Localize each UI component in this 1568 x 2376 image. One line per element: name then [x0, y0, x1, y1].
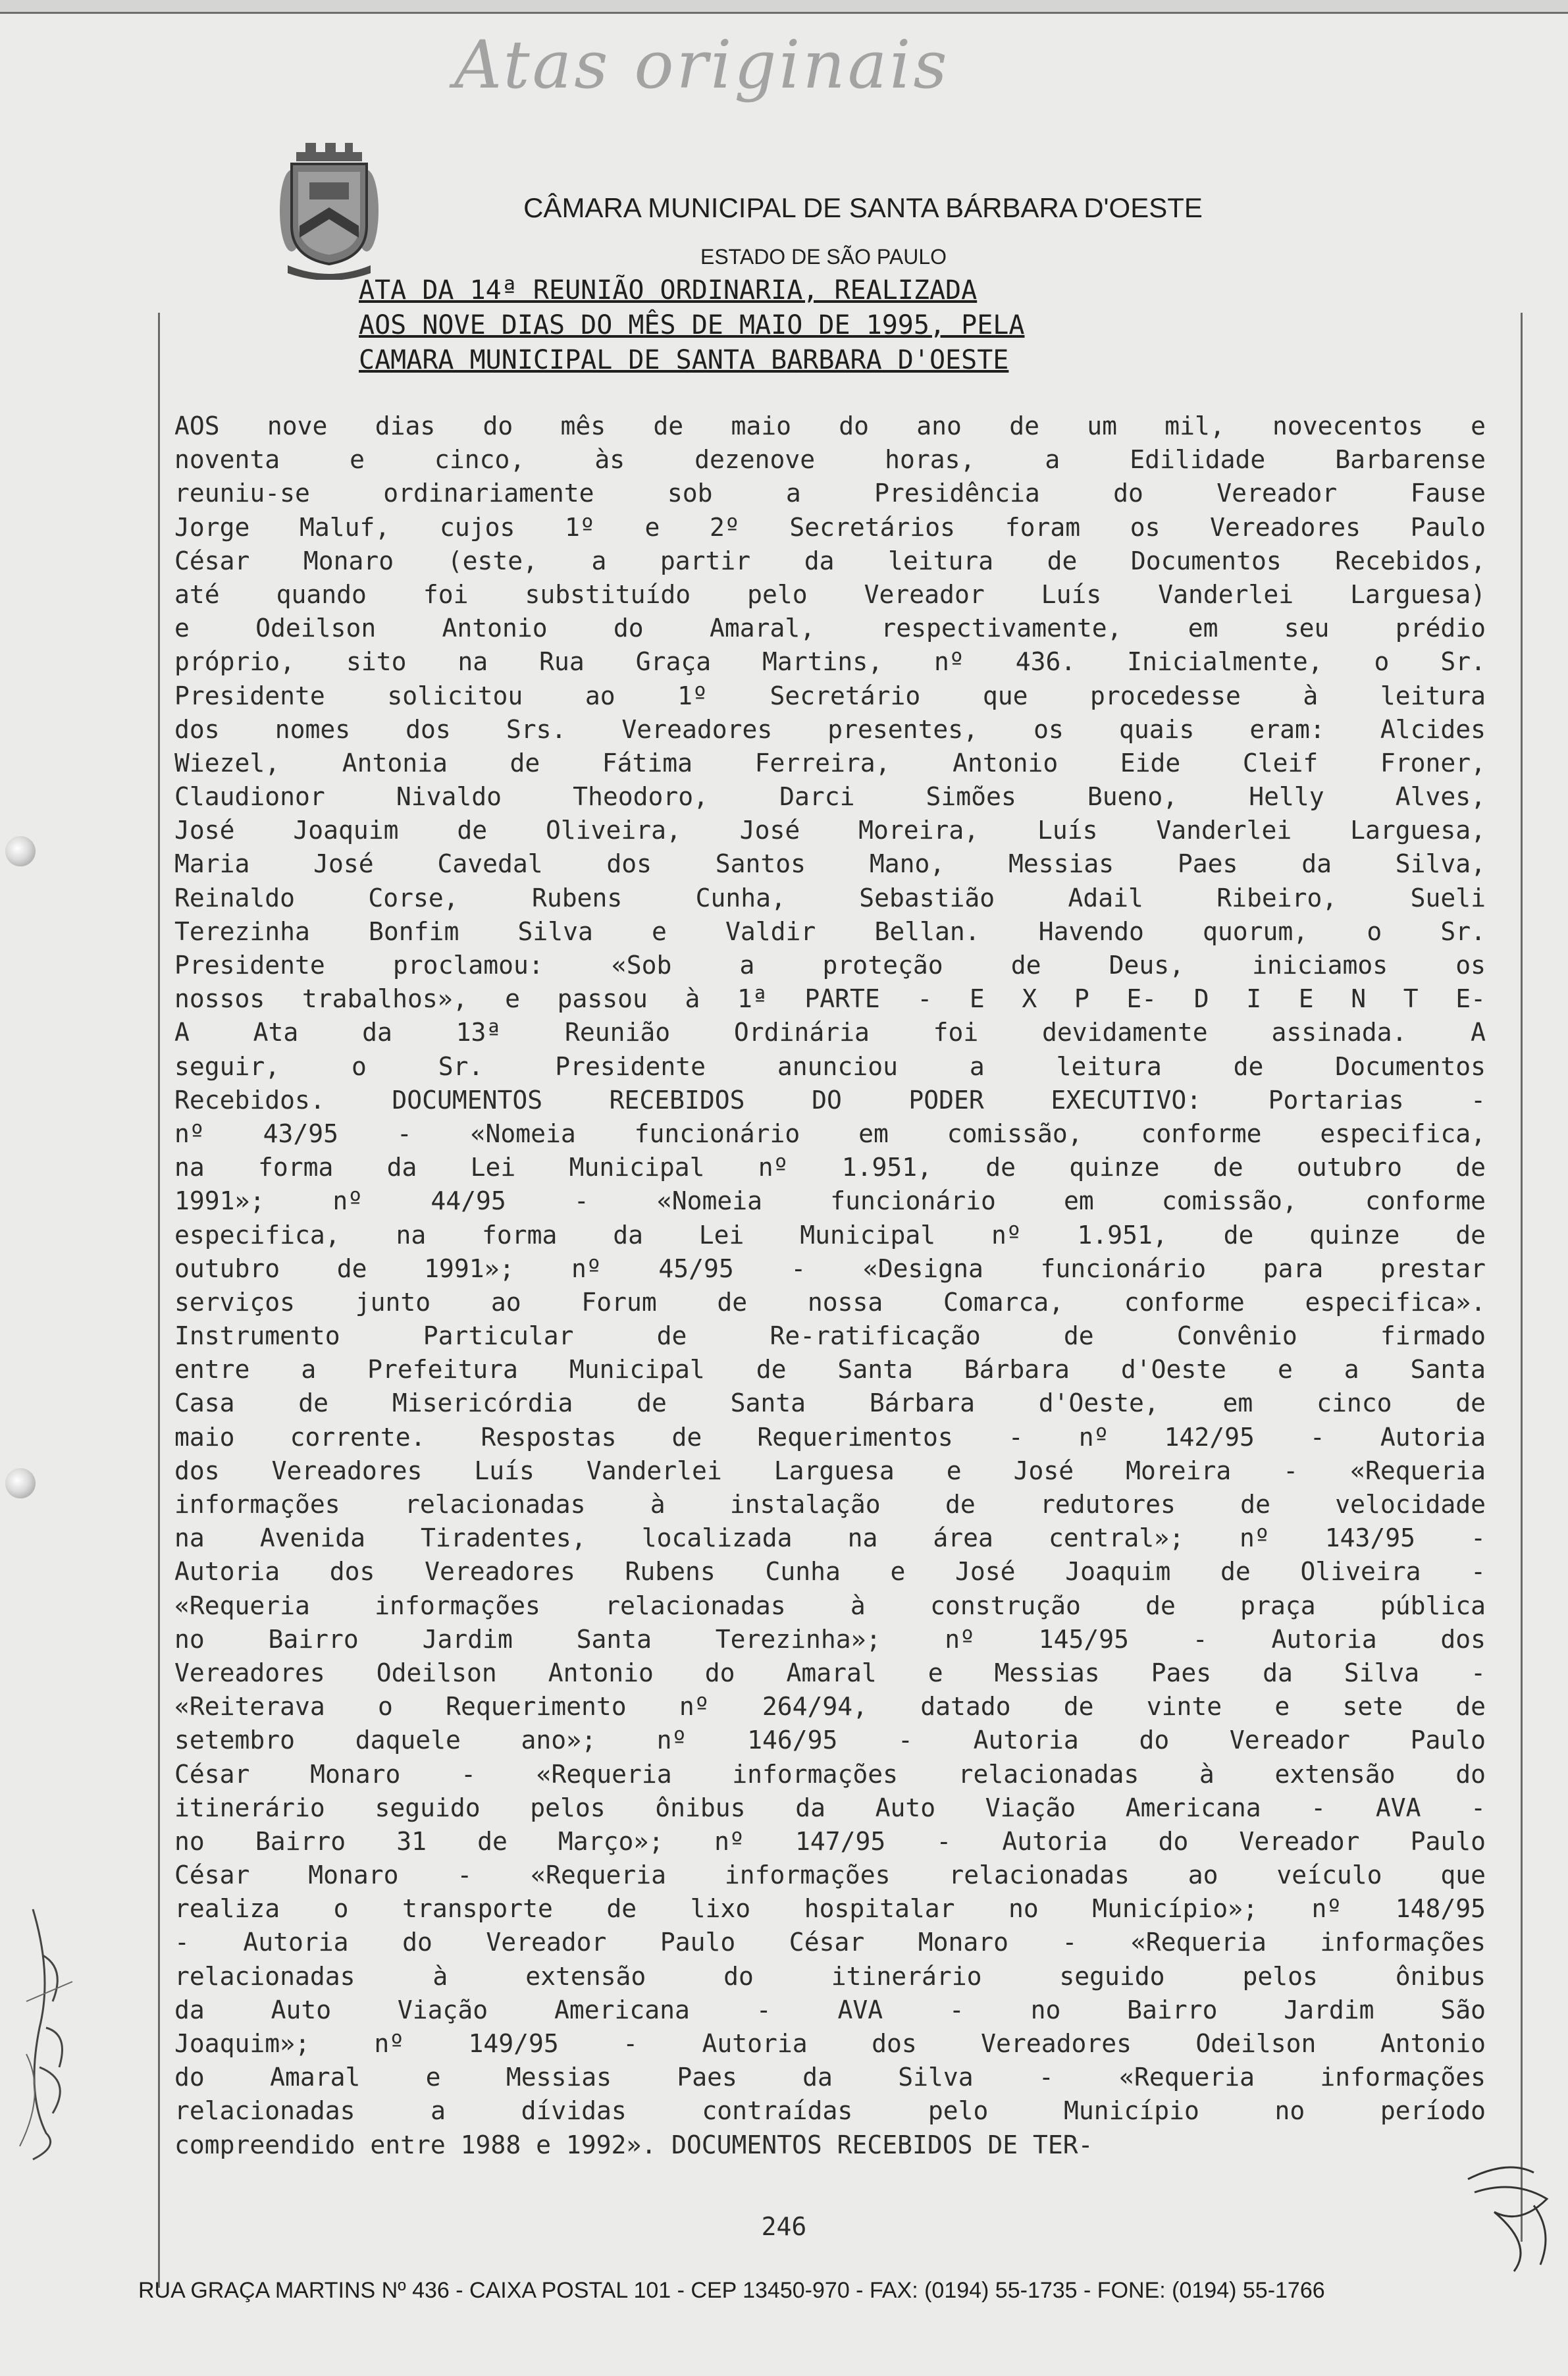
body-line: Recebidos. DOCUMENTOS RECEBIDOS DO PODER EXECUTIVO: Portarias - [174, 1085, 1486, 1115]
body-line: e Odeilson Antonio do Amaral, respectivamente, em seu prédio [174, 614, 1486, 643]
body-line: Terezinha Bonfim Silva e Valdir Bellan. Havendo quorum, o Sr. [174, 916, 1486, 946]
body-line: «Requeria informações relacionadas à construção de praça pública [174, 1591, 1486, 1620]
body-line: Casa de Misericórdia de Santa Bárbara d'Oeste, em cinco de [174, 1388, 1486, 1418]
title-line: ATA DA 14ª REUNIÃO ORDINARIA, REALIZADA [359, 275, 978, 305]
body-line: César Monaro - «Requeria informações relacionadas ao veículo que [174, 1861, 1486, 1890]
body-line: compreendido entre 1988 e 1992». DOCUMENTOS RECEBIDOS DE TER- [174, 2130, 1093, 2159]
body-line: dos nomes dos Srs. Vereadores presentes, os quais eram: Alcides [174, 714, 1486, 744]
body-line: Joaquim»; nº 149/95 - Autoria dos Vereadores Odeilson Antonio [174, 2029, 1486, 2058]
body-line: do Amaral e Messias Paes da Silva - «Requeria informações [174, 2063, 1486, 2092]
body-line: Vereadores Odeilson Antonio do Amaral e Messias Paes da Silva - [174, 1658, 1486, 1687]
body-line: Claudionor Nivaldo Theodoro, Darci Simões Bueno, Helly Alves, [174, 782, 1486, 812]
body-line: Autoria dos Vereadores Rubens Cunha e José Joaquim de Oliveira - [174, 1557, 1486, 1587]
right-margin-rule [1521, 313, 1523, 2242]
left-margin-rule [158, 313, 160, 2288]
footer-address: RUA GRAÇA MARTINS Nº 436 - CAIXA POSTAL 101 - CEP 13450-970 - FAX: (0194) 55-1735 - FONE: (0194) 55-1766 [138, 2278, 1325, 2303]
institution-name: CÂMARA MUNICIPAL DE SANTA BÁRBARA D'OESTE [523, 192, 1203, 223]
body-line: Wiezel, Antonia de Fátima Ferreira, Antonio Eide Cleif Froner, [174, 748, 1486, 778]
body-line: na Avenida Tiradentes, localizada na área central»; nº 143/95 - [174, 1523, 1486, 1553]
body-line: - Autoria do Vereador Paulo César Monaro - «Requeria informações [174, 1928, 1486, 1957]
minutes-title [359, 273, 1280, 378]
body-line: 1991»; nº 44/95 - «Nomeia funcionário em comissão, conforme [174, 1186, 1486, 1216]
body-line: especifica, na forma da Lei Municipal nº 1.951, de quinze de [174, 1220, 1486, 1250]
binder-hole [5, 836, 36, 866]
body-line: César Monaro - «Requeria informações relacionadas à extensão do [174, 1759, 1486, 1789]
body-line: Presidente solicitou ao 1º Secretário que procedesse à leitura [174, 681, 1486, 710]
body-line: serviços junto ao Forum de nossa Comarca, conforme especifica». [174, 1287, 1486, 1317]
title-line: AOS NOVE DIAS DO MÊS DE MAIO DE 1995, PELA [359, 310, 1025, 340]
initials-signature [1455, 2153, 1560, 2278]
body-line: realiza o transporte de lixo hospitalar no Município»; nº 148/95 [174, 1894, 1486, 1924]
page-top-edge [0, 0, 1568, 14]
state-name: ESTADO DE SÃO PAULO [700, 245, 947, 269]
body-line: próprio, sito na Rua Graça Martins, nº 436. Inicialmente, o Sr. [174, 647, 1486, 677]
body-line: maio corrente. Respostas de Requerimentos - nº 142/95 - Autoria [174, 1422, 1486, 1452]
binder-hole [5, 1468, 36, 1498]
body-line: Maria José Cavedal dos Santos Mano, Messias Paes da Silva, [174, 849, 1486, 879]
body-line: seguir, o Sr. Presidente anunciou a leitura de Documentos [174, 1051, 1486, 1081]
body-line: A Ata da 13ª Reunião Ordinária foi devidamente assinada. A [174, 1018, 1486, 1047]
body-line: itinerário seguido pelos ônibus da Auto Viação Americana - AVA - [174, 1793, 1486, 1822]
body-line: Presidente proclamou: «Sob a proteção de Deus, iniciamos os [174, 951, 1486, 980]
body-line: «Reiterava o Requerimento nº 264/94, datado de vinte e sete de [174, 1692, 1486, 1722]
body-line: noventa e cinco, às dezenove horas, a Edilidade Barbarense [174, 445, 1486, 475]
body-line: no Bairro Jardim Santa Terezinha»; nº 145/95 - Autoria dos [174, 1624, 1486, 1654]
body-line: relacionadas a dívidas contraídas pelo Município no período [174, 2096, 1486, 2126]
body-line: reuniu-se ordinariamente sob a Presidência do Vereador Fause [174, 479, 1486, 508]
page-number: 246 [761, 2212, 807, 2241]
body-line: no Bairro 31 de Março»; nº 147/95 - Autoria do Vereador Paulo [174, 1826, 1486, 1856]
body-line: AOS nove dias do mês de maio do ano de um mil, novecentos e [174, 411, 1486, 440]
body-line: Reinaldo Corse, Rubens Cunha, Sebastião Adail Ribeiro, Sueli [174, 883, 1486, 912]
body-line: José Joaquim de Oliveira, José Moreira, Luís Vanderlei Larguesa, [174, 816, 1486, 845]
title-line: CAMARA MUNICIPAL DE SANTA BARBARA D'OESTE [359, 345, 1009, 375]
handwritten-note: Atas originais [454, 26, 950, 103]
body-line: dos Vereadores Luís Vanderlei Larguesa e José Moreira - «Requeria [174, 1456, 1486, 1485]
body-line: César Monaro (este, a partir da leitura de Documentos Recebidos, [174, 546, 1486, 575]
body-line: nº 43/95 - «Nomeia funcionário em comissão, conforme especifica, [174, 1119, 1486, 1148]
body-line: relacionadas à extensão do itinerário seguido pelos ônibus [174, 1961, 1486, 1991]
body-line: até quando foi substituído pelo Vereador Luís Vanderlei Larguesa) [174, 579, 1486, 609]
body-line: outubro de 1991»; nº 45/95 - «Designa funcionário para prestar [174, 1254, 1486, 1283]
body-line: na forma da Lei Municipal nº 1.951, de quinze de outubro de [174, 1153, 1486, 1182]
body-line: nossos trabalhos», e passou à 1ª PARTE - E X P E- D I E N T E- [174, 984, 1486, 1014]
minutes-body [174, 409, 1486, 2162]
body-line: informações relacionadas à instalação de redutores de velocidade [174, 1490, 1486, 1519]
body-line: Jorge Maluf, cujos 1º e 2º Secretários foram os Vereadores Paulo [174, 512, 1486, 542]
body-line: setembro daquele ano»; nº 146/95 - Autoria do Vereador Paulo [174, 1726, 1486, 1755]
body-line: da Auto Viação Americana - AVA - no Bairro Jardim São [174, 1995, 1486, 2024]
body-line: Instrumento Particular de Re-ratificação de Convênio firmado [174, 1321, 1486, 1351]
body-line: entre a Prefeitura Municipal de Santa Bárbara d'Oeste e a Santa [174, 1355, 1486, 1385]
margin-signature [7, 1896, 105, 2173]
